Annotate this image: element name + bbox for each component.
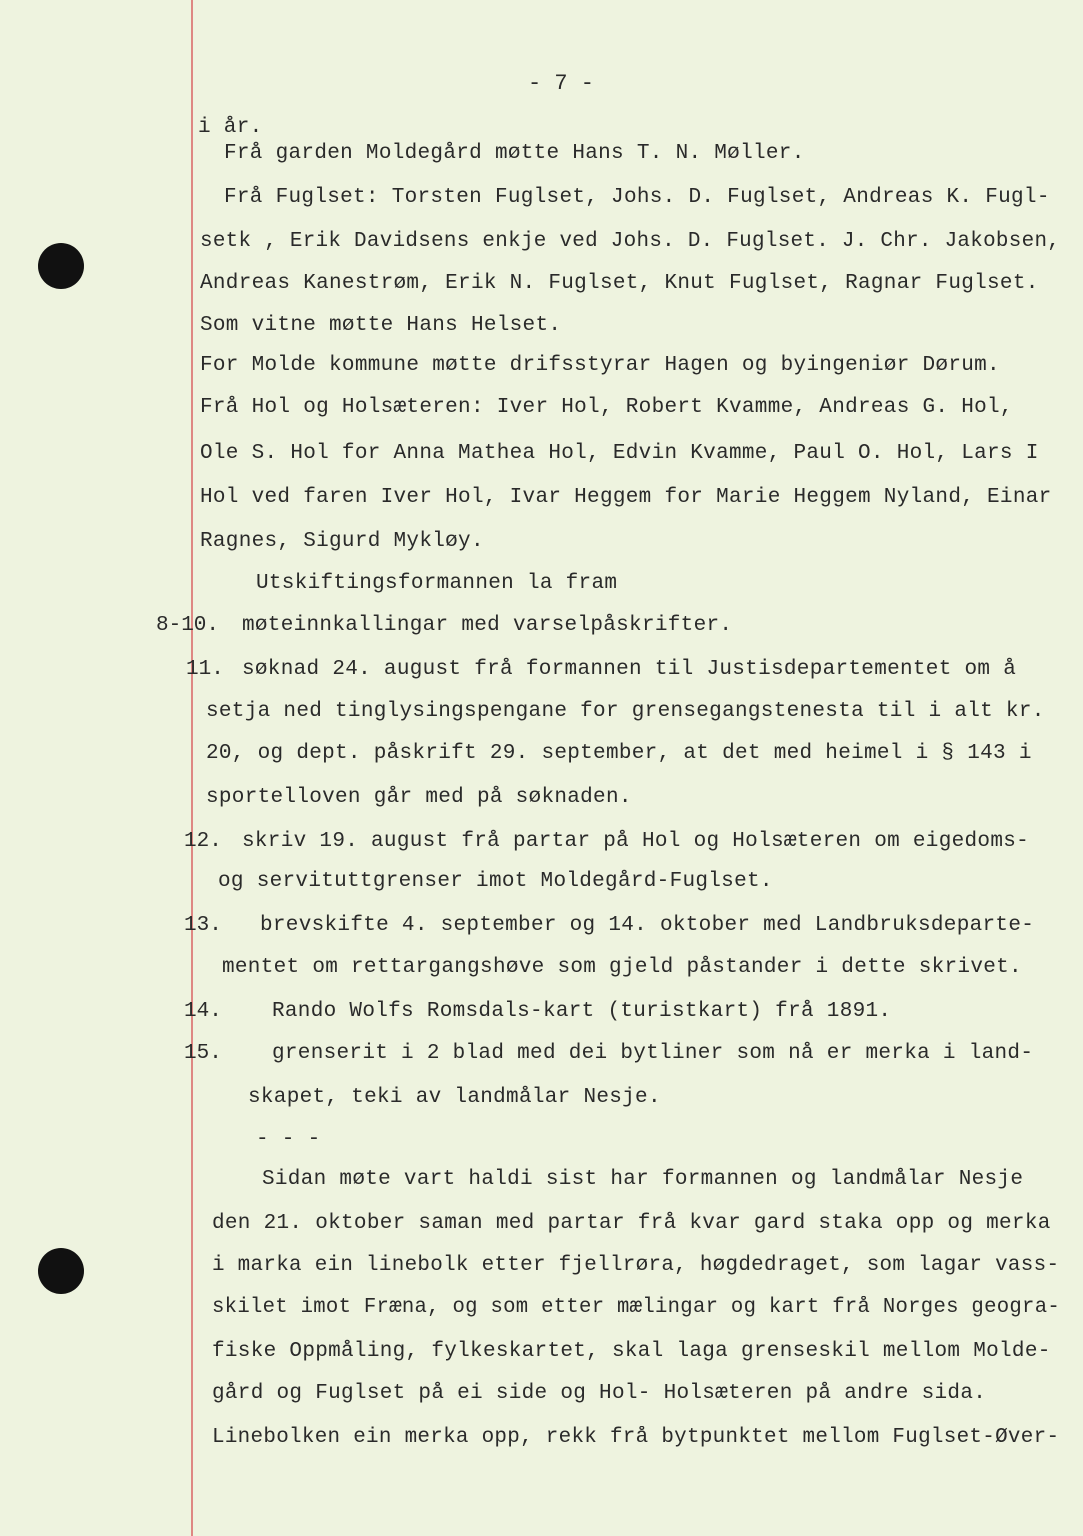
margin-rule	[191, 0, 193, 1536]
item-text: søknad 24. august frå formannen til Justisdepartementet om å	[242, 658, 1017, 681]
text-line: Sidan møte vart haldi sist har formannen og landmålar Nesje	[262, 1168, 1024, 1191]
item-text: Rando Wolfs Romsdals-kart (turistkart) frå 1891.	[272, 1000, 892, 1023]
item-text: skriv 19. august frå partar på Hol og Holsæteren om eigedoms-	[242, 830, 1030, 853]
text-line: skilet imot Fræna, og som etter mælingar og kart frå Norges geogra-	[212, 1296, 1061, 1319]
item-number: 14.	[184, 1000, 222, 1023]
item-text: setja ned tinglysingspengane for grensegangstenesta til i alt kr.	[206, 700, 1045, 723]
text-line: Frå garden Moldegård møtte Hans T. N. Møller.	[224, 142, 805, 165]
text-line: setk , Erik Davidsens enkje ved Johs. D. Fuglset. J. Chr. Jakobsen,	[200, 230, 1061, 253]
page-number: - 7 -	[528, 71, 595, 96]
text-line: i marka ein linebolk etter fjellrøra, høgdedraget, som lagar vass-	[212, 1254, 1060, 1277]
separator: - - -	[256, 1128, 321, 1151]
text-line: i år.	[198, 116, 263, 139]
item-text: grenserit i 2 blad med dei bytliner som nå er merka i land-	[272, 1042, 1034, 1065]
text-line: fiske Oppmåling, fylkeskartet, skal laga grenseskil mellom Molde-	[212, 1340, 1051, 1363]
text-line: Frå Fuglset: Torsten Fuglset, Johs. D. Fuglset, Andreas K. Fugl-	[224, 186, 1050, 209]
text-line: For Molde kommune møtte drifsstyrar Hagen og byingeniør Dørum.	[200, 354, 1000, 377]
item-number: 15.	[184, 1042, 222, 1065]
item-text: sportelloven går med på søknaden.	[206, 786, 632, 809]
text-line: Ole S. Hol for Anna Mathea Hol, Edvin Kvamme, Paul O. Hol, Lars I	[200, 442, 1039, 465]
item-text: brevskifte 4. september og 14. oktober med Landbruksdeparte-	[260, 914, 1035, 937]
punch-hole-top	[38, 243, 84, 289]
text-line: den 21. oktober saman med partar frå kvar gard staka opp og merka	[212, 1212, 1051, 1235]
text-line: Andreas Kanestrøm, Erik N. Fuglset, Knut Fuglset, Ragnar Fuglset.	[200, 272, 1039, 295]
item-text: 20, og dept. påskrift 29. september, at det med heimel i § 143 i	[206, 742, 1032, 765]
item-text: mentet om rettargangshøve som gjeld påstander i dette skrivet.	[222, 956, 1022, 979]
text-line: Hol ved faren Iver Hol, Ivar Heggem for Marie Heggem Nyland, Einar	[200, 486, 1052, 509]
text-line: Utskiftingsformannen la fram	[256, 572, 618, 595]
item-text: og servituttgrenser imot Moldegård-Fuglset.	[218, 870, 773, 893]
item-number: 8-10.	[156, 614, 220, 637]
item-number: 13.	[184, 914, 222, 937]
item-number: 11.	[186, 658, 224, 681]
text-line: Linebolken ein merka opp, rekk frå bytpunktet mellom Fuglset-Øver-	[212, 1426, 1060, 1449]
text-line: gård og Fuglset på ei side og Hol- Holsæteren på andre sida.	[212, 1382, 987, 1405]
text-line: Som vitne møtte Hans Helset.	[200, 314, 562, 337]
item-text: møteinnkallingar med varselpåskrifter.	[242, 614, 733, 637]
text-line: Frå Hol og Holsæteren: Iver Hol, Robert Kvamme, Andreas G. Hol,	[200, 396, 1013, 419]
item-number: 12.	[184, 830, 222, 853]
item-text: skapet, teki av landmålar Nesje.	[248, 1086, 661, 1109]
punch-hole-bottom	[38, 1248, 84, 1294]
text-line: Ragnes, Sigurd Mykløy.	[200, 530, 484, 553]
